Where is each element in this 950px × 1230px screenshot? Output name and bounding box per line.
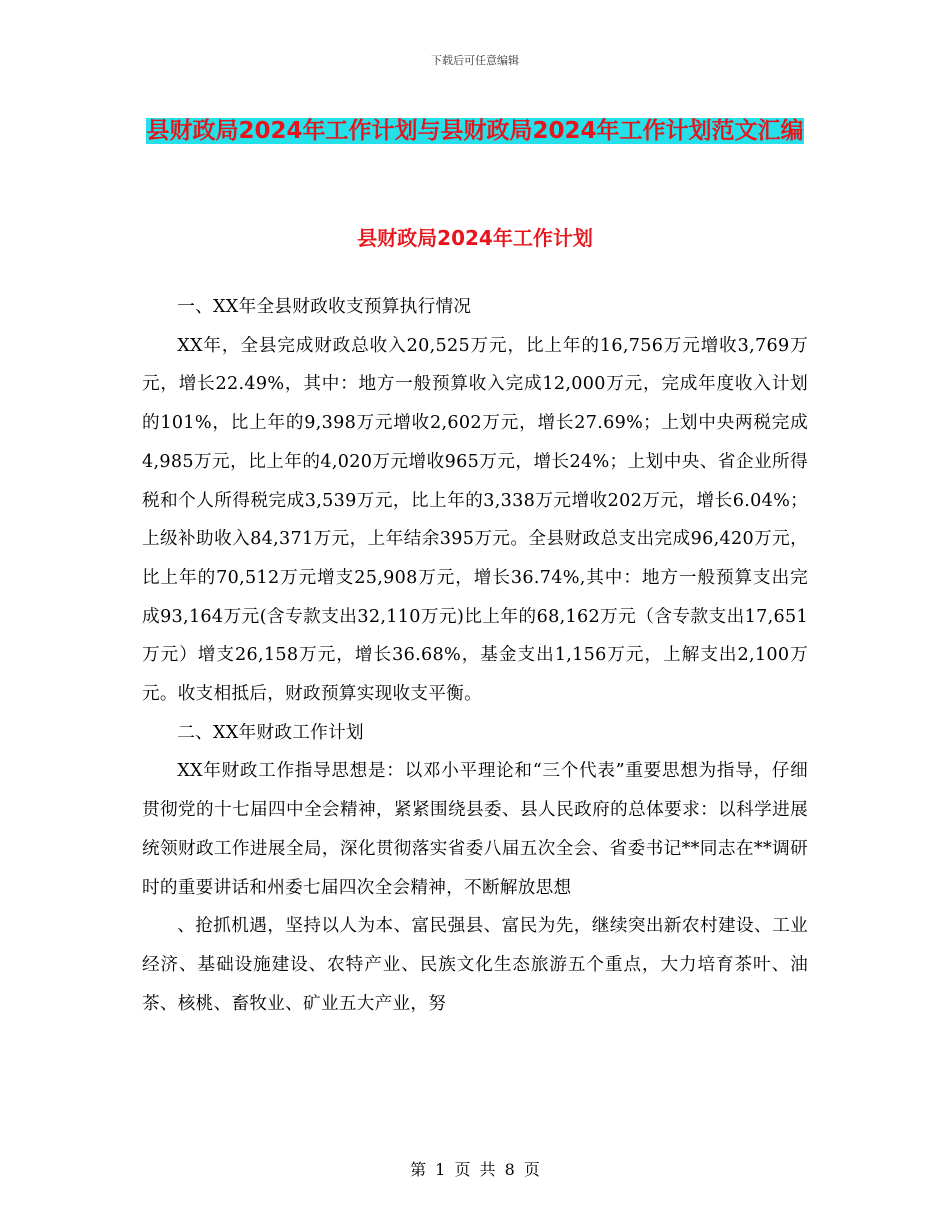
heading-1: 一、XX年全县财政收支预算执行情况: [177, 297, 472, 317]
paragraph-3: 、抢抓机遇，坚持以人为本、富民强县、富民为先，继续突出新农村建设、工业经济、基础设施建设、农特产业、民族文化生态旅游五个重点，大力培育茶叶、油茶、核桃、畜牧业、矿业五大产业，努: [142, 916, 808, 1014]
heading-2: 二、XX年财政工作计划: [177, 722, 364, 743]
document-title-text: 县财政局2024年工作计划与县财政局2024年工作计划范文汇编: [146, 118, 804, 144]
page-footer: 第 1 页 共 8 页: [410, 1160, 540, 1179]
paragraph-2: XX年财政工作指导思想是：以邓小平理论和“三个代表”重要思想为指导，仔细贯彻党的十七届四中全会精神，紧紧围绕县委、县人民政府的总体要求：以科学进展统领财政工作进展全局，深化贯彻落实省委八届五次全会、省委书记**同志在**调研时的重要讲话和州委七届四次全会精神，不断解放思想: [142, 761, 808, 898]
header-note: 下载后可任意编辑: [431, 54, 519, 67]
document-title: [142, 110, 808, 152]
paragraph-1: XX年，全县完成财政总收入20,525万元，比上年的16,756万元增收3,769万元，增长22.49%，其中：地方一般预算收入完成12,000万元，完成年度收入计划的101%，比上年的9,398万元增收2,602万元，增长27.69%；上划中央两税完成4,985万元，比上年的4,020万元增收965万元，增长24%；上划中央、省企业所得税和个人所得税完成3,539万元，比上年的3,338万元增收202万元，增长6.04%；上级补助收入84,371万元，上年结余395万元。全县财政总支出完成96,420万元，比上年的70,512万元增支25,908万元，增长36.74%,其中：地方一般预算支出完成93,164万元(含专款支出32,110万元)比上年的68,162万元（含专款支出17,651万元）增支26,158万元，增长36.68%，基金支出1,156万元，上解支出2,100万元。收支相抵后，财政预算实现收支平衡。: [142, 335, 808, 705]
document-body: [142, 288, 808, 1023]
section-title: 县财政局2024年工作计划: [357, 226, 593, 250]
